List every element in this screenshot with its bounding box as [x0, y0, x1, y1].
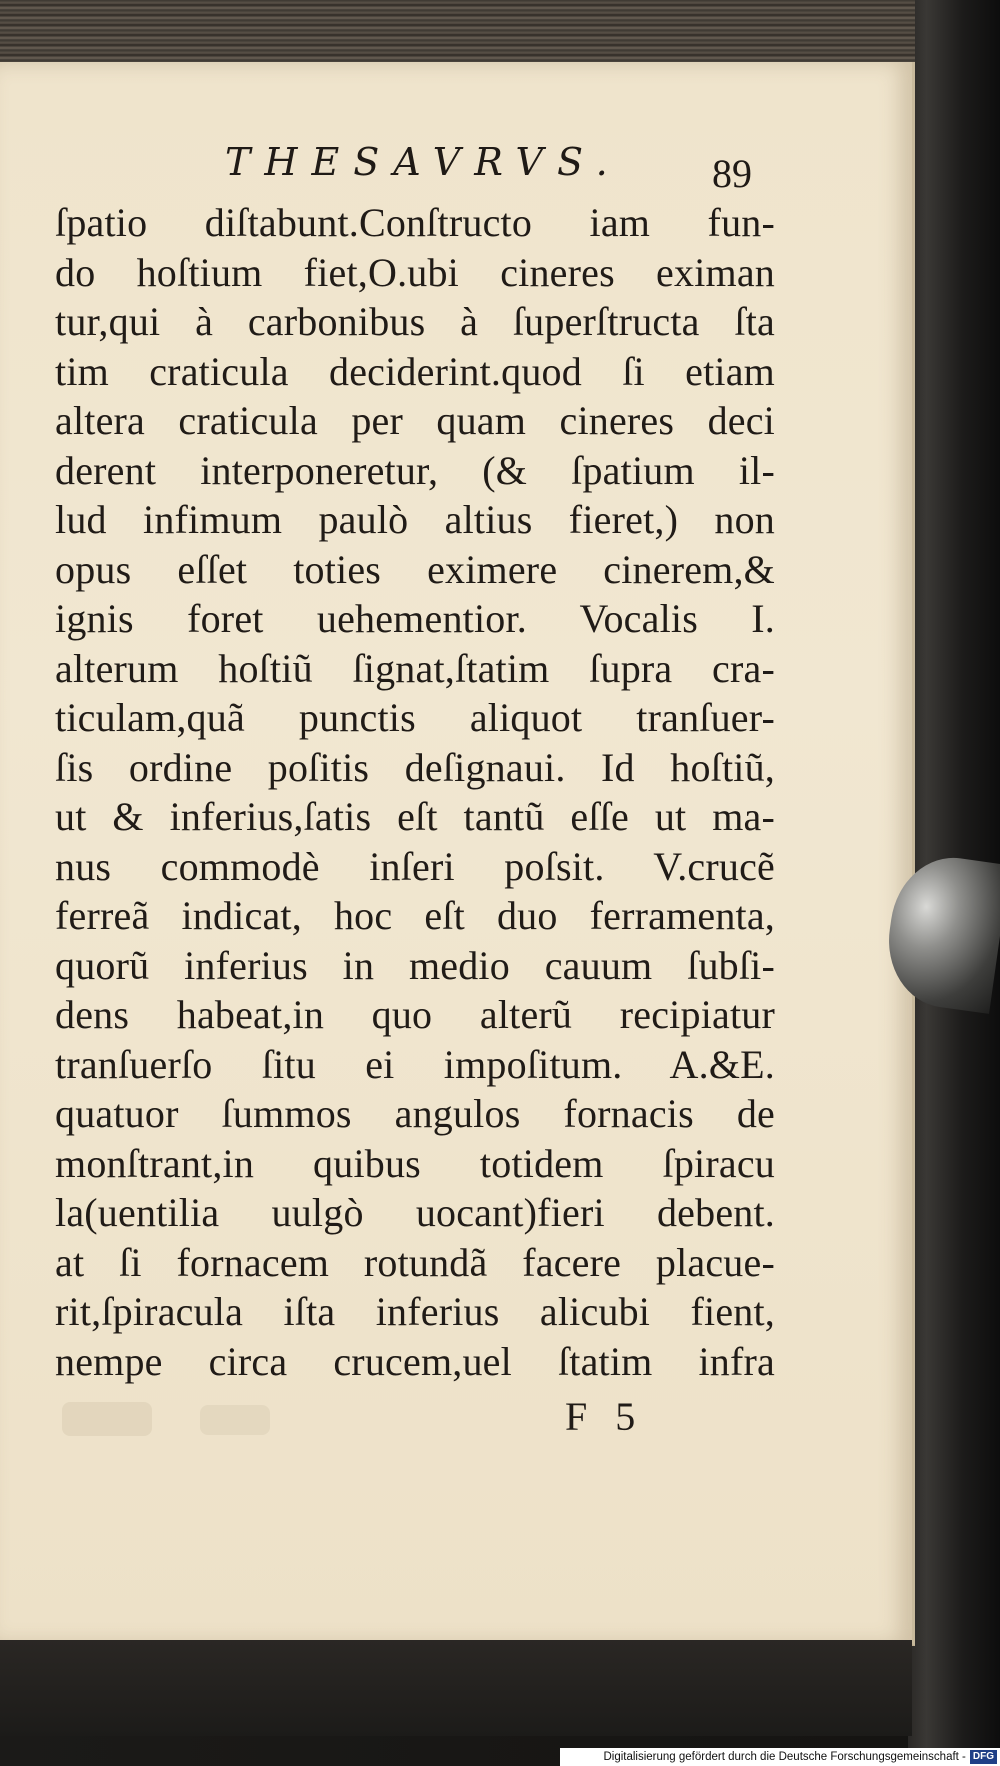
text-line: nempe circa crucem,uel ſtatim infra — [55, 1338, 775, 1384]
text-line: alterum hoſtiũ ſignat,ſtatim ſupra cra- — [55, 645, 775, 691]
text-line: quatuor ſummos angulos fornacis de — [55, 1091, 775, 1136]
text-line: rit,ſpiracula iſta inferius alicubi fient, — [55, 1289, 775, 1334]
digitization-credit — [560, 1748, 1000, 1766]
text-line: opus eſſet toties eximere cinerem,& — [55, 546, 775, 592]
text-line: nus commodè inſeri poſsit. V.crucẽ — [55, 843, 775, 889]
ink-bleed-mark — [62, 1402, 152, 1436]
dfg-logo-icon: DFG — [970, 1750, 997, 1764]
ink-bleed-mark — [200, 1405, 270, 1435]
text-line: tim craticula deciderint.quod ſi etiam — [55, 348, 775, 394]
page-number: 89 — [712, 151, 752, 196]
text-line: ferreã indicat, hoc eſt duo ferramenta, — [55, 893, 775, 938]
text-line: at ſi fornacem rotundã facere placue- — [55, 1239, 775, 1285]
running-header: THESAVRVS. — [225, 140, 622, 184]
page-bottom-shadow — [0, 1640, 912, 1736]
text-line: ſis ordine poſitis deſignaui. Id hoſtiũ, — [55, 744, 775, 790]
text-line: dens habeat,in quo alterũ recipiatur — [55, 992, 775, 1037]
text-line: tranſuerſo ſitu ei impoſitum. A.&E. — [55, 1041, 775, 1087]
text-body — [55, 198, 775, 1386]
signature-mark: F 5 — [565, 1394, 636, 1439]
text-line: do hoſtium fiet,O.ubi cineres eximan — [55, 249, 775, 295]
text-line: lud infimum paulò altius fieret,) non — [55, 497, 775, 542]
text-line: la(uentilia uulgò uocant)fieri debent. — [55, 1190, 775, 1235]
text-line: ignis foret uehementior. Vocalis I. — [55, 596, 775, 641]
text-line: monſtrant,in quibus totidem ſpiracu — [55, 1140, 775, 1186]
text-line: ticulam,quã punctis aliquot tranſuer- — [55, 695, 775, 740]
text-line: quorũ inferius in medio cauum ſubſi- — [55, 942, 775, 988]
text-line: derent interponeretur, (& ſpatium il- — [55, 447, 775, 493]
text-line: ſpatio diſtabunt.Conſtructo iam fun- — [55, 200, 775, 245]
text-line: altera craticula per quam cineres deci — [55, 398, 775, 443]
credit-text: Digitalisierung gefördert durch die Deutsche Forschungsgemeinschaft - — [603, 1751, 966, 1763]
text-line: ut & inferius,ſatis eſt tantũ eſſe ut ma- — [55, 794, 775, 839]
text-line: tur,qui à carbonibus à ſuperſtructa ſta — [55, 299, 775, 344]
